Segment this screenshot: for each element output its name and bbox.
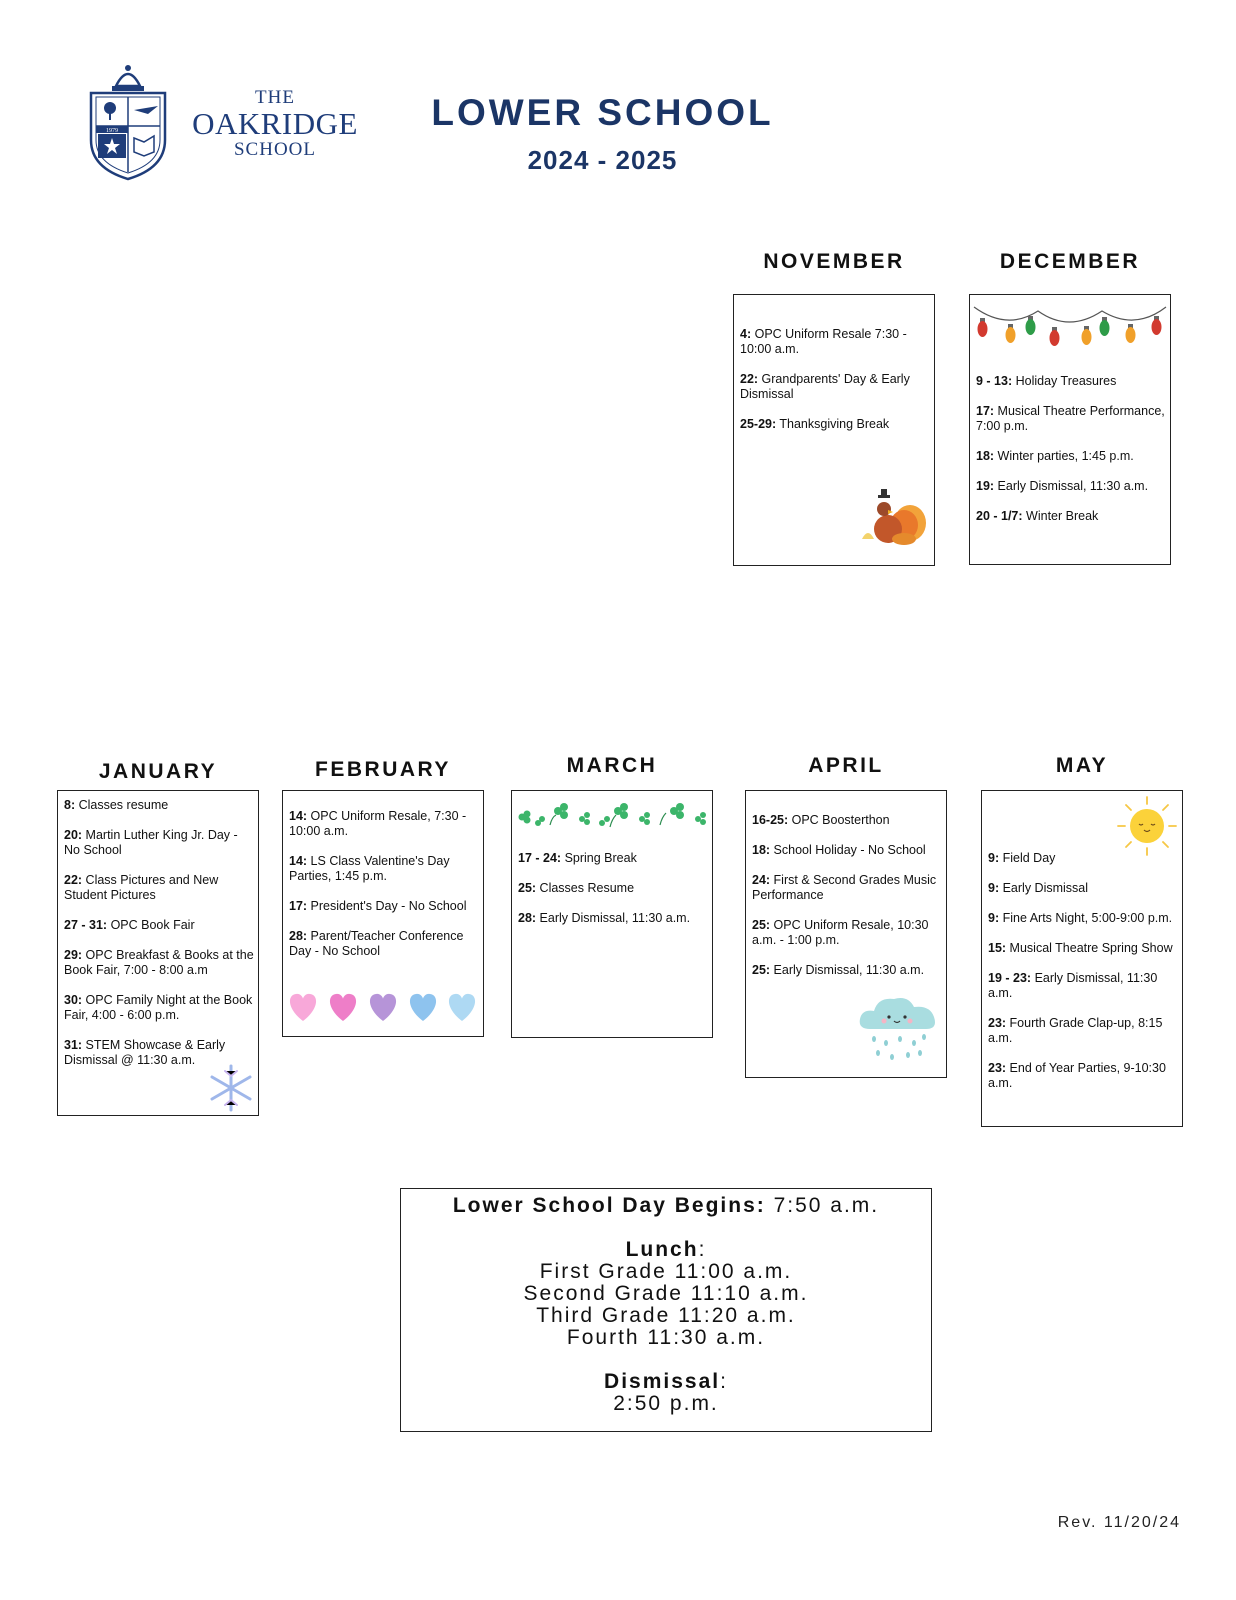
- event-text: First & Second Grades Music Performance: [752, 873, 937, 902]
- calendar-event: [988, 851, 1178, 866]
- month-box-february: [282, 790, 484, 1037]
- event-text: Early Dismissal, 11:30 a.m.: [994, 479, 1149, 493]
- event-text: OPC Uniform Resale, 7:30 - 10:00 a.m.: [289, 809, 467, 838]
- calendar-event: [988, 881, 1178, 896]
- calendar-event: [64, 798, 254, 813]
- event-list: [64, 798, 254, 1083]
- event-date: 19 - 23:: [988, 971, 1032, 985]
- day-begins-time: 7:50 a.m.: [765, 1194, 880, 1217]
- event-list: [988, 851, 1178, 1106]
- event-date: 25-29:: [740, 417, 777, 431]
- calendar-event: [976, 374, 1166, 389]
- event-text: STEM Showcase & Early Dismissal @ 11:30 a.m.: [64, 1038, 226, 1067]
- event-date: 17 - 24:: [518, 851, 562, 865]
- calendar-event: [752, 813, 942, 828]
- calendar-event: [988, 911, 1178, 926]
- event-date: 25:: [518, 881, 537, 895]
- lunch-label: Lunch: [625, 1238, 699, 1261]
- event-text: Winter Break: [1022, 509, 1099, 523]
- event-date: 23:: [988, 1016, 1007, 1030]
- calendar-event: [289, 809, 479, 839]
- calendar-event: [988, 1016, 1178, 1046]
- school-name-main: OAKRIDGE: [192, 106, 358, 141]
- calendar-event: [518, 881, 708, 896]
- calendar-event: [64, 993, 254, 1023]
- event-date: 22:: [64, 873, 83, 887]
- event-list: [518, 851, 708, 941]
- lunch-time-3: Third Grade 11:20 a.m.: [536, 1304, 796, 1327]
- event-text: Early Dismissal, 11:30 a.m.: [988, 971, 1158, 1000]
- event-date: 28:: [289, 929, 308, 943]
- event-text: Spring Break: [561, 851, 637, 865]
- calendar-event: [752, 843, 942, 858]
- event-date: 29:: [64, 948, 83, 962]
- calendar-event: [740, 327, 930, 357]
- event-date: 16-25:: [752, 813, 789, 827]
- event-date: 15:: [988, 941, 1007, 955]
- event-date: 20 - 1/7:: [976, 509, 1023, 523]
- event-date: 28:: [518, 911, 537, 925]
- dismissal-label: Dismissal: [604, 1370, 721, 1393]
- turkey-icon: [858, 483, 930, 547]
- event-date: 30:: [64, 993, 83, 1007]
- calendar-event: [976, 479, 1166, 494]
- calendar-event: [740, 372, 930, 402]
- month-title-january: JANUARY: [98, 760, 218, 783]
- event-date: 4:: [740, 327, 752, 341]
- holiday-lights-icon: [972, 299, 1168, 355]
- school-name-sub: SCHOOL: [233, 139, 316, 160]
- event-date: 22:: [740, 372, 759, 386]
- event-text: OPC Uniform Resale 7:30 - 10:00 a.m.: [740, 327, 907, 356]
- event-text: Musical Theatre Performance, 7:00 p.m.: [976, 404, 1165, 433]
- event-text: Musical Theatre Spring Show: [1006, 941, 1173, 955]
- event-text: OPC Book Fair: [107, 918, 195, 932]
- event-date: 8:: [64, 798, 76, 812]
- lunch-time-2: Second Grade 11:10 a.m.: [523, 1282, 809, 1305]
- event-text: OPC Boosterthon: [788, 813, 890, 827]
- event-date: 9:: [988, 881, 1000, 895]
- event-text: Early Dismissal, 11:30 a.m.: [536, 911, 691, 925]
- event-text: Winter parties, 1:45 p.m.: [994, 449, 1134, 463]
- school-wordmark: [185, 88, 365, 160]
- event-date: 24:: [752, 873, 771, 887]
- rain-cloud-icon: [856, 991, 940, 1067]
- dismissal-heading: [401, 1371, 931, 1393]
- event-text: Fourth Grade Clap-up, 8:15 a.m.: [988, 1016, 1163, 1045]
- lunch-colon: :: [698, 1238, 707, 1261]
- event-text: Thanksgiving Break: [776, 417, 890, 431]
- event-text: End of Year Parties, 9-10:30 a.m.: [988, 1061, 1166, 1090]
- event-text: School Holiday - No School: [770, 843, 926, 857]
- event-date: 9:: [988, 851, 1000, 865]
- calendar-event: [752, 963, 942, 978]
- event-text: OPC Uniform Resale, 10:30 a.m. - 1:00 p.m.: [752, 918, 929, 947]
- dismissal-time: 2:50 p.m.: [613, 1392, 719, 1415]
- event-list: [976, 374, 1166, 539]
- event-text: Martin Luther King Jr. Day - No School: [64, 828, 238, 857]
- month-box-april: [745, 790, 947, 1078]
- event-date: 31:: [64, 1038, 83, 1052]
- month-box-march: [511, 790, 713, 1038]
- event-text: Field Day: [999, 851, 1056, 865]
- dismissal-colon: :: [720, 1370, 728, 1393]
- hearts-icon: [285, 989, 481, 1025]
- event-text: Classes Resume: [536, 881, 635, 895]
- event-date: 23:: [988, 1061, 1007, 1075]
- page-title: LOWER SCHOOL: [431, 92, 774, 133]
- event-text: Grandparents' Day & Early Dismissal: [740, 372, 910, 401]
- event-date: 14:: [289, 854, 308, 868]
- calendar-event: [988, 971, 1178, 1001]
- calendar-event: [64, 948, 254, 978]
- event-list: [752, 813, 942, 993]
- lunch-heading: [401, 1239, 931, 1261]
- event-text: Classes resume: [75, 798, 169, 812]
- event-date: 20:: [64, 828, 83, 842]
- event-text: Early Dismissal: [999, 881, 1089, 895]
- month-box-may: [981, 790, 1183, 1127]
- calendar-event: [740, 417, 930, 432]
- month-title-march: MARCH: [566, 754, 658, 777]
- calendar-event: [64, 873, 254, 903]
- month-box-november: [733, 294, 935, 566]
- event-date: 9 - 13:: [976, 374, 1013, 388]
- event-text: President's Day - No School: [307, 899, 467, 913]
- calendar-event: [752, 918, 942, 948]
- calendar-event: [64, 918, 254, 933]
- event-text: LS Class Valentine's Day Parties, 1:45 p.m.: [289, 854, 450, 883]
- month-box-january: [57, 790, 259, 1116]
- calendar-event: [988, 1061, 1178, 1091]
- shamrocks-icon: [514, 801, 710, 831]
- calendar-event: [976, 404, 1166, 434]
- event-date: 19:: [976, 479, 995, 493]
- calendar-event: [518, 851, 708, 866]
- month-box-december: [969, 294, 1171, 565]
- calendar-event: [988, 941, 1178, 956]
- event-list: [289, 809, 479, 974]
- school-crest-logo: [88, 60, 168, 182]
- lunch-time-4: Fourth 11:30 a.m.: [566, 1326, 766, 1349]
- calendar-event: [289, 929, 479, 959]
- calendar-event: [64, 828, 254, 858]
- month-title-february: FEBRUARY: [315, 758, 451, 781]
- calendar-event: [289, 854, 479, 884]
- event-date: 14:: [289, 809, 308, 823]
- sun-icon: [1116, 795, 1178, 857]
- day-begins-label: Lower School Day Begins:: [452, 1194, 766, 1217]
- event-date: 25:: [752, 918, 771, 932]
- event-date: 17:: [289, 899, 308, 913]
- event-text: Holiday Treasures: [1012, 374, 1117, 388]
- school-year: 2024 - 2025: [527, 145, 678, 175]
- event-date: 18:: [976, 449, 995, 463]
- event-text: Parent/Teacher Conference Day - No School: [289, 929, 464, 958]
- event-text: OPC Breakfast & Books at the Book Fair, 7:00 - 8:00 a.m: [64, 948, 254, 977]
- month-title-may: MAY: [1055, 754, 1109, 777]
- revision-date: Rev. 11/20/24: [1057, 1514, 1181, 1531]
- calendar-event: [976, 509, 1166, 524]
- month-title-december: DECEMBER: [999, 250, 1141, 273]
- svg-text:1979: 1979: [106, 128, 118, 134]
- event-text: OPC Family Night at the Book Fair, 4:00 - 6:00 p.m.: [64, 993, 253, 1022]
- calendar-event: [752, 873, 942, 903]
- calendar-event: [976, 449, 1166, 464]
- daily-schedule-box: [400, 1188, 932, 1432]
- snowflake-icon: [206, 1063, 256, 1113]
- lunch-time-1: First Grade 11:00 a.m.: [539, 1260, 793, 1283]
- event-text: Class Pictures and New Student Pictures: [64, 873, 219, 902]
- calendar-event: [518, 911, 708, 926]
- event-date: 27 - 31:: [64, 918, 108, 932]
- day-begins-line: [401, 1195, 931, 1217]
- month-title-november: NOVEMBER: [763, 250, 905, 273]
- month-title-april: APRIL: [808, 754, 884, 777]
- event-text: Early Dismissal, 11:30 a.m.: [770, 963, 925, 977]
- event-text: Fine Arts Night, 5:00-9:00 p.m.: [999, 911, 1173, 925]
- school-name-the: THE: [255, 87, 295, 108]
- calendar-event: [289, 899, 479, 914]
- event-date: 9:: [988, 911, 1000, 925]
- event-list: [740, 327, 930, 447]
- event-date: 18:: [752, 843, 771, 857]
- event-date: 25:: [752, 963, 771, 977]
- event-date: 17:: [976, 404, 995, 418]
